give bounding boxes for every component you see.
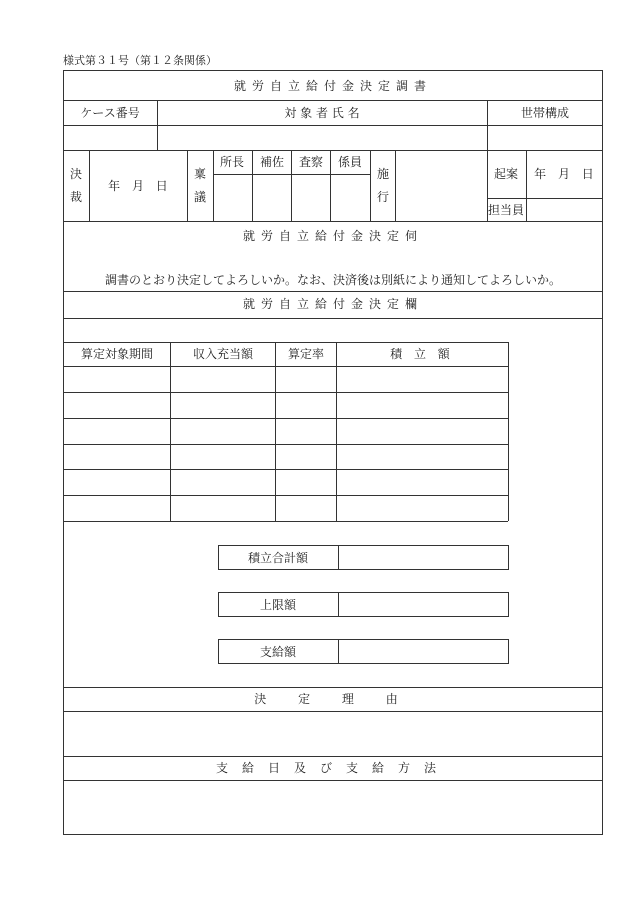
enforce-date-field[interactable] — [396, 151, 486, 220]
stamp-clerk[interactable] — [331, 175, 369, 220]
enforce-char-1: 施 — [376, 167, 390, 181]
decision-section-title: 就労自立給付金決定欄 — [242, 297, 424, 311]
form-title: 就労自立給付金決定調書 — [233, 79, 433, 93]
table-border — [63, 444, 508, 445]
divider — [63, 150, 603, 151]
in-charge-label: 担当員 — [487, 203, 525, 217]
divider — [187, 150, 188, 221]
role-inspector: 査察 — [298, 155, 324, 169]
role-clerk: 係員 — [337, 155, 363, 169]
table-border — [63, 342, 508, 343]
inquiry-text: 調書のとおり決定してよろしいか。なお、決済後は別紙により通知してよろしいか。 — [104, 273, 562, 287]
table-header-period: 算定対象期間 — [80, 347, 154, 361]
role-assistant: 補佐 — [259, 155, 285, 169]
decision-char-1: 決 — [69, 167, 83, 181]
table-border — [170, 342, 171, 521]
form-label: 様式第３１号（第１２条関係） — [63, 54, 217, 67]
drafted-date: 年 月 日 — [534, 167, 598, 181]
upper-limit-field[interactable] — [339, 593, 507, 616]
payment-method-field[interactable] — [64, 781, 602, 834]
table-border — [336, 342, 337, 521]
drafted-label: 起案 — [493, 167, 519, 181]
divider — [63, 756, 603, 757]
target-name-field[interactable] — [158, 126, 486, 149]
payment-amount-field[interactable] — [339, 640, 507, 663]
total-amount-field[interactable] — [339, 546, 507, 569]
payment-title: 支給日及び支給方法 — [215, 761, 451, 775]
case-number-field[interactable] — [64, 126, 156, 149]
table-border — [63, 495, 508, 496]
table-border — [63, 392, 508, 393]
reason-field[interactable] — [64, 712, 602, 755]
table-header-amount: 積 立 額 — [390, 347, 454, 361]
target-name-label: 対 象 者 氏 名 — [284, 106, 360, 120]
divider — [370, 150, 371, 221]
stamp-inspector[interactable] — [292, 175, 329, 220]
stamp-director[interactable] — [214, 175, 251, 220]
divider — [63, 687, 603, 688]
payment-amount-label: 支給額 — [259, 645, 297, 659]
divider — [63, 221, 603, 222]
table-border — [63, 469, 508, 470]
proposal-char-1: 稟 — [193, 167, 207, 181]
table-border — [275, 342, 276, 521]
in-charge-field[interactable] — [527, 199, 602, 220]
table-header-rate: 算定率 — [287, 347, 325, 361]
table-header-income: 収入充当額 — [192, 347, 254, 361]
table-border — [63, 366, 508, 367]
divider — [526, 150, 527, 198]
decision-char-2: 裁 — [69, 190, 83, 204]
reason-title: 決 定 理 由 — [254, 692, 412, 706]
enforce-char-2: 行 — [376, 190, 390, 204]
role-director: 所長 — [219, 155, 245, 169]
table-border — [63, 521, 508, 522]
divider — [63, 100, 603, 101]
table-border — [508, 342, 509, 521]
stamp-assistant[interactable] — [253, 175, 290, 220]
household-label: 世帯構成 — [520, 106, 570, 120]
upper-limit-label: 上限額 — [259, 598, 297, 612]
case-number-label: ケース番号 — [80, 106, 140, 120]
total-amount-label: 積立合計額 — [247, 551, 309, 565]
divider — [63, 291, 603, 292]
proposal-char-2: 議 — [193, 190, 207, 204]
decision-date: 年 月 日 — [108, 179, 172, 193]
inquiry-title: 就労自立給付金決定伺 — [242, 229, 424, 243]
divider — [63, 318, 603, 319]
table-border — [63, 418, 508, 419]
divider — [89, 150, 90, 221]
household-field[interactable] — [488, 126, 602, 149]
